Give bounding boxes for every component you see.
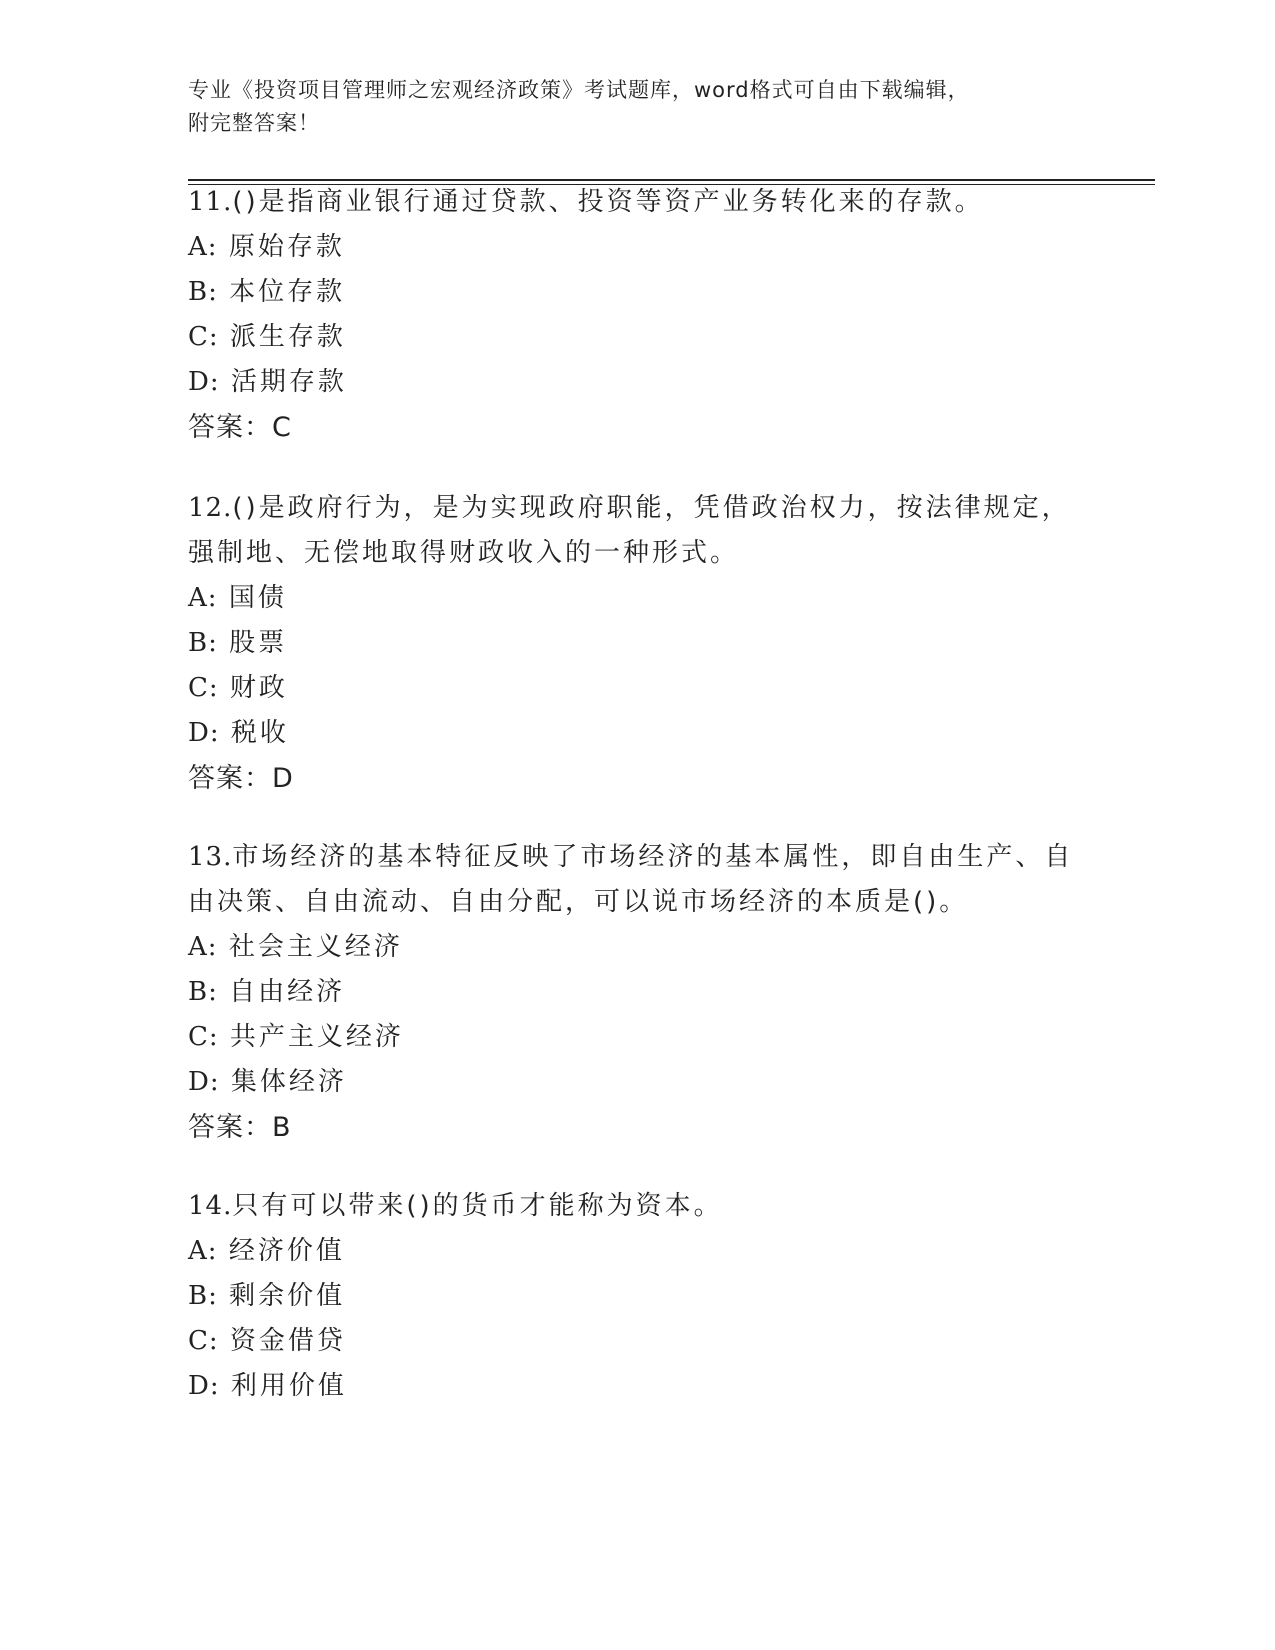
option-letter: D: <box>188 718 220 748</box>
question-12 <box>188 486 1088 802</box>
option-text: 财政 <box>229 673 288 703</box>
question-stem-line: ()是指商业银行通过贷款、投资等资产业务转化来的存款。 <box>232 187 984 217</box>
option-text: 共产主义经济 <box>229 1022 404 1052</box>
option-letter: C: <box>188 322 219 352</box>
option-c <box>188 666 1088 711</box>
answer-line: 答案：C <box>188 412 292 443</box>
option-letter: B: <box>188 628 218 658</box>
question-number: 11. <box>188 187 233 217</box>
option-letter: C: <box>188 1326 219 1356</box>
question-stem <box>188 180 1088 225</box>
option-a <box>188 225 1088 270</box>
question-14 <box>188 1184 1088 1409</box>
option-letter: B: <box>188 977 218 1007</box>
option-letter: A: <box>188 583 218 613</box>
option-d <box>188 1364 1088 1409</box>
question-11 <box>188 180 1088 451</box>
option-c <box>188 1015 1088 1060</box>
option-text: 自由经济 <box>229 977 346 1007</box>
question-stem-continued: 由决策、自由流动、自由分配，可以说市场经济的本质是()。 <box>188 887 969 917</box>
option-a <box>188 576 1088 621</box>
answer-line: 答案：B <box>188 1112 292 1143</box>
option-c <box>188 315 1088 360</box>
option-text: 派生存款 <box>229 322 346 352</box>
option-letter: D: <box>188 367 220 397</box>
question-stem <box>188 835 1088 880</box>
option-text: 剩余价值 <box>229 1281 346 1311</box>
question-stem-line: 只有可以带来()的货币才能称为资本。 <box>232 1191 723 1221</box>
header-line-2: 附完整答案！ <box>188 111 320 135</box>
option-d <box>188 711 1088 756</box>
option-text: 税收 <box>230 718 289 748</box>
option-letter: A: <box>188 232 218 262</box>
question-number: 12. <box>188 493 233 523</box>
question-13 <box>188 835 1088 1151</box>
option-b <box>188 970 1088 1015</box>
option-text: 原始存款 <box>228 232 345 262</box>
option-text: 股票 <box>229 628 288 658</box>
option-c <box>188 1319 1088 1364</box>
option-a <box>188 1229 1088 1274</box>
option-text: 利用价值 <box>230 1371 347 1401</box>
option-a <box>188 925 1088 970</box>
option-letter: C: <box>188 673 219 703</box>
option-d <box>188 1060 1088 1105</box>
option-b <box>188 1274 1088 1319</box>
option-letter: D: <box>188 1371 220 1401</box>
option-text: 经济价值 <box>228 1236 345 1266</box>
option-letter: B: <box>188 277 218 307</box>
question-number: 13. <box>188 842 233 872</box>
question-number: 14. <box>188 1191 233 1221</box>
option-letter: A: <box>188 932 218 962</box>
header-line-1: 专业《投资项目管理师之宏观经济政策》考试题库，word格式可自由下载编辑， <box>188 78 970 102</box>
option-d <box>188 360 1088 405</box>
option-text: 本位存款 <box>229 277 346 307</box>
option-text: 集体经济 <box>230 1067 347 1097</box>
option-b <box>188 270 1088 315</box>
question-stem-line: 市场经济的基本特征反映了市场经济的基本属性，即自由生产、自 <box>232 842 1074 872</box>
answer-line: 答案：D <box>188 763 294 794</box>
option-letter: D: <box>188 1067 220 1097</box>
option-text: 活期存款 <box>230 367 347 397</box>
option-text: 资金借贷 <box>229 1326 346 1356</box>
option-text: 国债 <box>228 583 287 613</box>
question-stem-continued: 强制地、无偿地取得财政收入的一种形式。 <box>188 538 740 568</box>
option-letter: A: <box>188 1236 218 1266</box>
question-stem <box>188 1184 1088 1229</box>
question-stem-line: ()是政府行为，是为实现政府职能，凭借政治权力，按法律规定， <box>232 493 1071 523</box>
document-header <box>188 74 1068 140</box>
option-b <box>188 621 1088 666</box>
option-letter: B: <box>188 1281 218 1311</box>
option-letter: C: <box>188 1022 219 1052</box>
question-stem <box>188 486 1088 531</box>
option-text: 社会主义经济 <box>228 932 403 962</box>
